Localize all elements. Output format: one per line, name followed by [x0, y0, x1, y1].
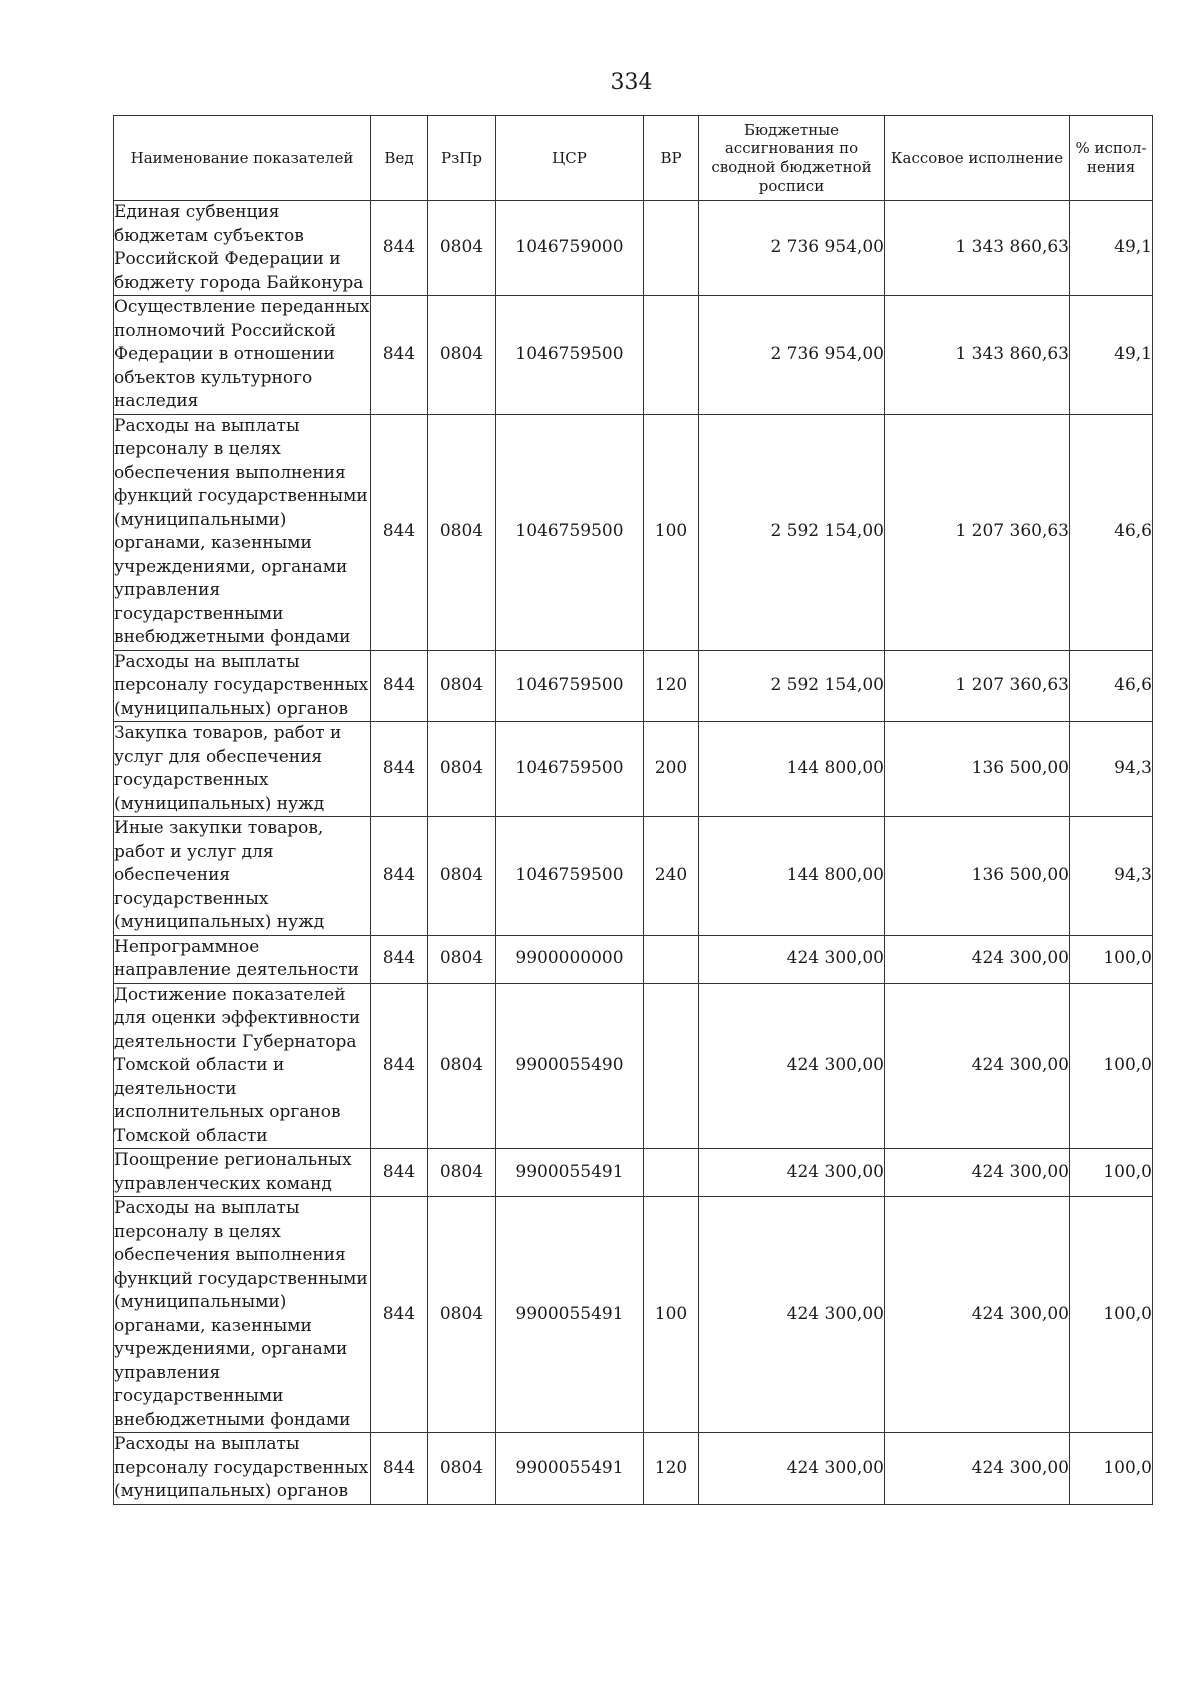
cell-percent: 100,0 [1070, 1149, 1153, 1197]
table-row [114, 1149, 1153, 1197]
table-body [114, 201, 1153, 1505]
cell-vr [644, 201, 699, 296]
cell-name: Расходы на выплаты персоналу в целях обеспечения выполнения функций государственными (муниципальными) органами, казенными учреждениями, органами управления государственными внебюджетными фондами [114, 1197, 371, 1433]
cell-ved: 844 [371, 1197, 428, 1433]
cell-name: Достижение показателей для оценки эффективности деятельности Губернатора Томской области и деятельности исполнительных органов Томской области [114, 983, 371, 1149]
cell-cash: 424 300,00 [885, 1197, 1070, 1433]
cell-vr: 240 [644, 817, 699, 936]
cell-ved: 844 [371, 1149, 428, 1197]
cell-ved: 844 [371, 1433, 428, 1505]
cell-ved: 844 [371, 983, 428, 1149]
cell-rzpr: 0804 [428, 983, 496, 1149]
cell-budget: 2 736 954,00 [699, 201, 885, 296]
cell-ved: 844 [371, 935, 428, 983]
cell-csr: 1046759500 [496, 296, 644, 415]
cell-name: Единая субвенция бюджетам субъектов Российской Федерации и бюджету города Байконура [114, 201, 371, 296]
cell-rzpr: 0804 [428, 296, 496, 415]
cell-vr: 120 [644, 1433, 699, 1505]
page-number: 334 [610, 70, 653, 95]
cell-cash: 1 343 860,63 [885, 296, 1070, 415]
cell-cash: 1 343 860,63 [885, 201, 1070, 296]
cell-rzpr: 0804 [428, 817, 496, 936]
cell-name: Расходы на выплаты персоналу государственных (муниципальных) органов [114, 650, 371, 722]
cell-csr: 9900055491 [496, 1197, 644, 1433]
table-row [114, 1433, 1153, 1505]
cell-cash: 136 500,00 [885, 722, 1070, 817]
cell-budget: 2 592 154,00 [699, 650, 885, 722]
cell-rzpr: 0804 [428, 722, 496, 817]
header-budget: Бюджетные ассигнования по сводной бюджетной росписи [699, 116, 885, 201]
cell-rzpr: 0804 [428, 650, 496, 722]
cell-rzpr: 0804 [428, 1149, 496, 1197]
table-row [114, 1197, 1153, 1433]
cell-percent: 49,1 [1070, 296, 1153, 415]
cell-percent: 100,0 [1070, 1197, 1153, 1433]
cell-cash: 1 207 360,63 [885, 650, 1070, 722]
header-rzpr: РзПр [428, 116, 496, 201]
cell-budget: 424 300,00 [699, 935, 885, 983]
cell-vr: 100 [644, 414, 699, 650]
header-name: Наименование показателей [114, 116, 371, 201]
table-row [114, 722, 1153, 817]
table-row [114, 414, 1153, 650]
cell-rzpr: 0804 [428, 201, 496, 296]
cell-csr: 1046759500 [496, 414, 644, 650]
cell-name: Поощрение региональных управленческих команд [114, 1149, 371, 1197]
cell-name: Закупка товаров, работ и услуг для обеспечения государственных (муниципальных) нужд [114, 722, 371, 817]
cell-cash: 424 300,00 [885, 1433, 1070, 1505]
cell-percent: 100,0 [1070, 1433, 1153, 1505]
cell-budget: 2 592 154,00 [699, 414, 885, 650]
table-header-row [114, 116, 1153, 201]
cell-rzpr: 0804 [428, 935, 496, 983]
header-ved: Вед [371, 116, 428, 201]
cell-vr: 120 [644, 650, 699, 722]
cell-cash: 424 300,00 [885, 983, 1070, 1149]
cell-percent: 100,0 [1070, 983, 1153, 1149]
cell-vr [644, 296, 699, 415]
table-row [114, 650, 1153, 722]
cell-name: Осуществление переданных полномочий Российской Федерации в отношении объектов культурного наследия [114, 296, 371, 415]
cell-cash: 424 300,00 [885, 935, 1070, 983]
cell-budget: 424 300,00 [699, 1433, 885, 1505]
cell-csr: 9900055491 [496, 1433, 644, 1505]
header-vr: ВР [644, 116, 699, 201]
cell-vr [644, 983, 699, 1149]
cell-budget: 424 300,00 [699, 1197, 885, 1433]
cell-csr: 9900000000 [496, 935, 644, 983]
cell-cash: 1 207 360,63 [885, 414, 1070, 650]
cell-csr: 1046759500 [496, 650, 644, 722]
cell-csr: 1046759000 [496, 201, 644, 296]
cell-budget: 424 300,00 [699, 983, 885, 1149]
cell-csr: 1046759500 [496, 817, 644, 936]
cell-name: Иные закупки товаров, работ и услуг для обеспечения государственных (муниципальных) нужд [114, 817, 371, 936]
cell-percent: 46,6 [1070, 650, 1153, 722]
cell-budget: 144 800,00 [699, 817, 885, 936]
cell-ved: 844 [371, 650, 428, 722]
cell-percent: 49,1 [1070, 201, 1153, 296]
cell-cash: 136 500,00 [885, 817, 1070, 936]
cell-budget: 424 300,00 [699, 1149, 885, 1197]
table-row [114, 201, 1153, 296]
cell-name: Непрограммное направление деятельности [114, 935, 371, 983]
cell-percent: 94,3 [1070, 722, 1153, 817]
cell-percent: 94,3 [1070, 817, 1153, 936]
cell-percent: 100,0 [1070, 935, 1153, 983]
header-percent: % испол-нения [1070, 116, 1153, 201]
cell-budget: 144 800,00 [699, 722, 885, 817]
cell-rzpr: 0804 [428, 1433, 496, 1505]
cell-csr: 1046759500 [496, 722, 644, 817]
budget-table [113, 115, 1153, 1505]
cell-percent: 46,6 [1070, 414, 1153, 650]
cell-vr [644, 1149, 699, 1197]
cell-ved: 844 [371, 817, 428, 936]
cell-budget: 2 736 954,00 [699, 296, 885, 415]
cell-ved: 844 [371, 414, 428, 650]
cell-csr: 9900055490 [496, 983, 644, 1149]
cell-csr: 9900055491 [496, 1149, 644, 1197]
cell-ved: 844 [371, 722, 428, 817]
table-row [114, 817, 1153, 936]
cell-name: Расходы на выплаты персоналу в целях обеспечения выполнения функций государственными (муниципальными) органами, казенными учреждениями, органами управления государственными внебюджетными фондами [114, 414, 371, 650]
table-row [114, 935, 1153, 983]
cell-vr [644, 935, 699, 983]
cell-ved: 844 [371, 296, 428, 415]
cell-cash: 424 300,00 [885, 1149, 1070, 1197]
header-cash: Кассовое исполнение [885, 116, 1070, 201]
cell-name: Расходы на выплаты персоналу государственных (муниципальных) органов [114, 1433, 371, 1505]
cell-vr: 100 [644, 1197, 699, 1433]
header-csr: ЦСР [496, 116, 644, 201]
cell-rzpr: 0804 [428, 1197, 496, 1433]
cell-rzpr: 0804 [428, 414, 496, 650]
cell-vr: 200 [644, 722, 699, 817]
table-row [114, 296, 1153, 415]
cell-ved: 844 [371, 201, 428, 296]
table-row [114, 983, 1153, 1149]
